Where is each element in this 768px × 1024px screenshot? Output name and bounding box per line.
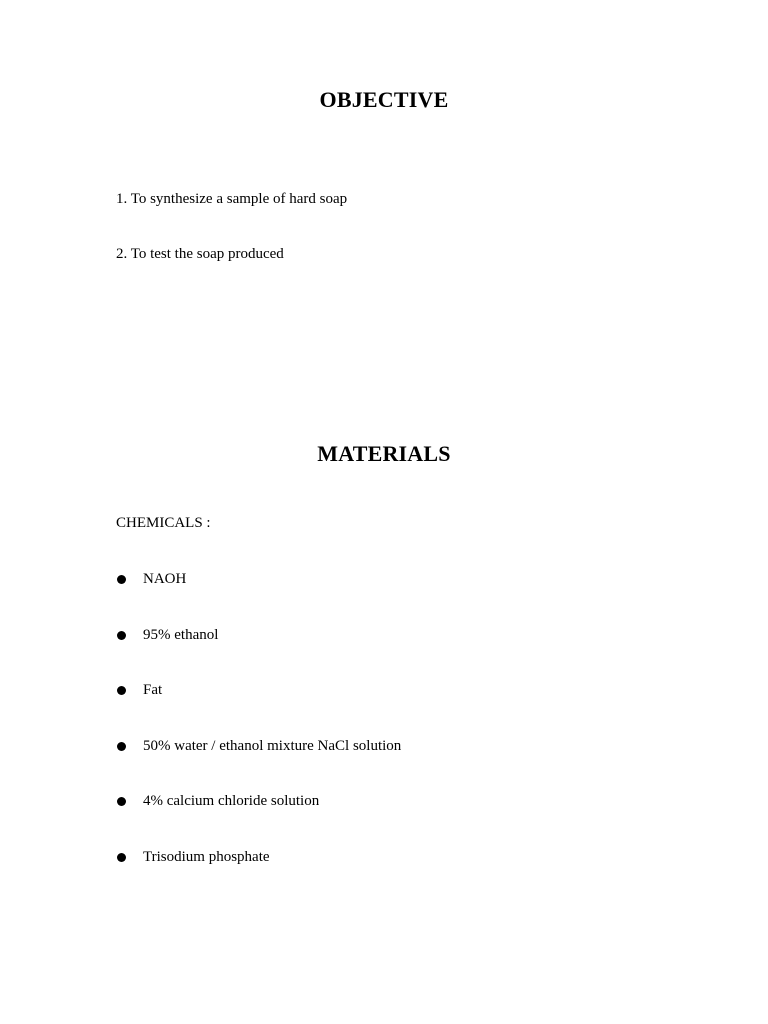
bullet-icon [117,853,126,862]
chemical-name: Trisodium phosphate [143,849,270,865]
bullet-icon [117,686,126,695]
chemical-list-item [116,848,270,866]
bullet-icon [117,742,126,751]
chemical-list-item [116,570,187,588]
chemical-name: 95% ethanol [143,627,219,643]
chemical-list-item [116,626,219,644]
chemical-list-item [116,681,163,699]
chemical-list-item [116,792,320,810]
chemicals-subheading: CHEMICALS : [116,515,211,531]
chemical-name: 4% calcium chloride solution [143,793,320,809]
objective-item-2: 2. To test the soap produced [116,246,284,262]
objective-item-1: 1. To synthesize a sample of hard soap [116,191,348,207]
objective-heading: OBJECTIVE [319,87,449,112]
chemical-name: Fat [143,682,163,698]
bullet-icon [117,797,126,806]
bullet-icon [117,575,126,584]
materials-heading: MATERIALS [317,441,451,466]
chemical-name: NAOH [143,571,187,587]
bullet-icon [117,631,126,640]
chemical-list-item [116,737,402,755]
chemical-name: 50% water / ethanol mixture NaCl solution [143,738,402,754]
